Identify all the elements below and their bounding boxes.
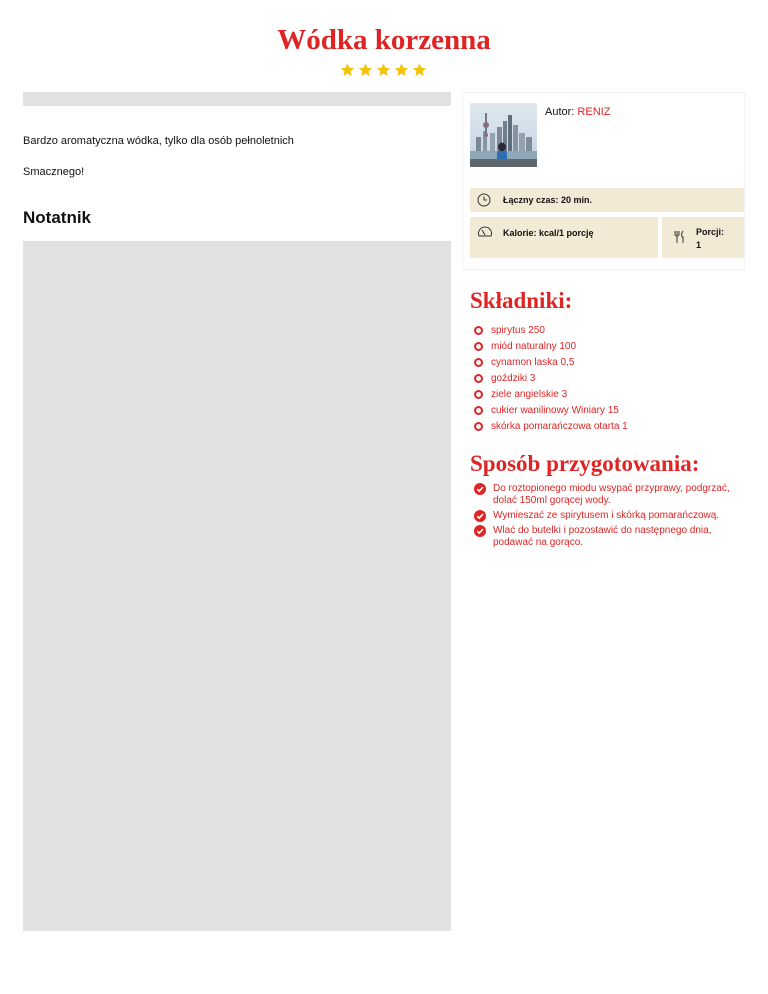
check-circle-icon [474,483,486,495]
step-text: Do roztopionego miodu wsypać przyprawy, podgrzać, dolać 150ml gorącej wody. [493,483,730,506]
step-text: Wymieszać ze spirytusem i skórką pomarańczową. [493,510,720,521]
preparation-heading: Sposób przygotowania: [470,451,700,476]
author-line [545,106,610,118]
author-name-link[interactable]: RENIZ [577,106,611,118]
recipe-title: Wódka korzenna [277,24,491,56]
star-icon[interactable] [393,62,410,78]
portions-value: 1 [696,240,702,250]
ingredient-item [474,338,744,354]
notes-heading: Notatnik [23,208,91,227]
ingredient-item [474,386,744,402]
preparation-steps [474,483,754,552]
gauge-icon [477,225,493,239]
ring-bullet-icon [474,390,483,399]
ingredient-text: goździki 3 [491,372,536,384]
ingredients-heading: Składniki: [470,288,573,313]
preparation-step [474,510,754,522]
star-icon[interactable] [339,62,356,78]
check-circle-icon [474,510,486,522]
total-time-text: Łączny czas: 20 min. [503,195,593,205]
notes-area[interactable] [23,241,451,931]
preparation-step [474,525,754,549]
ingredient-text: ziele angielskie 3 [491,388,568,400]
ingredient-item [474,418,744,434]
recipe-description: Bardzo aromatyczna wódka, tylko dla osób pełnoletnich [23,135,294,147]
portions-label: Porcji: [696,227,725,237]
ingredient-item [474,370,744,386]
ingredient-item [474,354,744,370]
ingredient-text: spirytus 250 [491,324,545,336]
ingredient-text: cynamon laska 0,5 [491,356,575,368]
calories-text: Kalorie: kcal/1 porcję [503,228,594,238]
author-avatar[interactable] [470,103,537,167]
check-circle-icon [474,525,486,537]
ingredient-text: cukier wanilinowy Winiary 15 [491,404,619,416]
author-label: Autor: [545,106,575,118]
ring-bullet-icon [474,326,483,335]
ingredient-item [474,402,744,418]
clock-icon [477,193,491,207]
ring-bullet-icon [474,422,483,431]
ingredient-text: skórka pomarańczowa otarta 1 [491,420,628,432]
ring-bullet-icon [474,342,483,351]
fork-knife-icon [673,230,685,244]
city-skyline-photo [470,103,537,167]
ingredients-list [474,322,744,434]
preparation-step [474,483,754,507]
star-icon[interactable] [411,62,428,78]
rating-stars[interactable] [339,62,429,78]
star-icon[interactable] [357,62,374,78]
image-placeholder [23,92,451,106]
ingredient-text: miód naturalny 100 [491,340,577,352]
ring-bullet-icon [474,358,483,367]
ring-bullet-icon [474,374,483,383]
ring-bullet-icon [474,406,483,415]
star-icon[interactable] [375,62,392,78]
step-text: Wlać do butelki i pozostawić do następnego dnia, podawać na gorąco. [493,525,712,548]
ingredient-item [474,322,744,338]
recipe-closing: Smacznego! [23,166,85,178]
